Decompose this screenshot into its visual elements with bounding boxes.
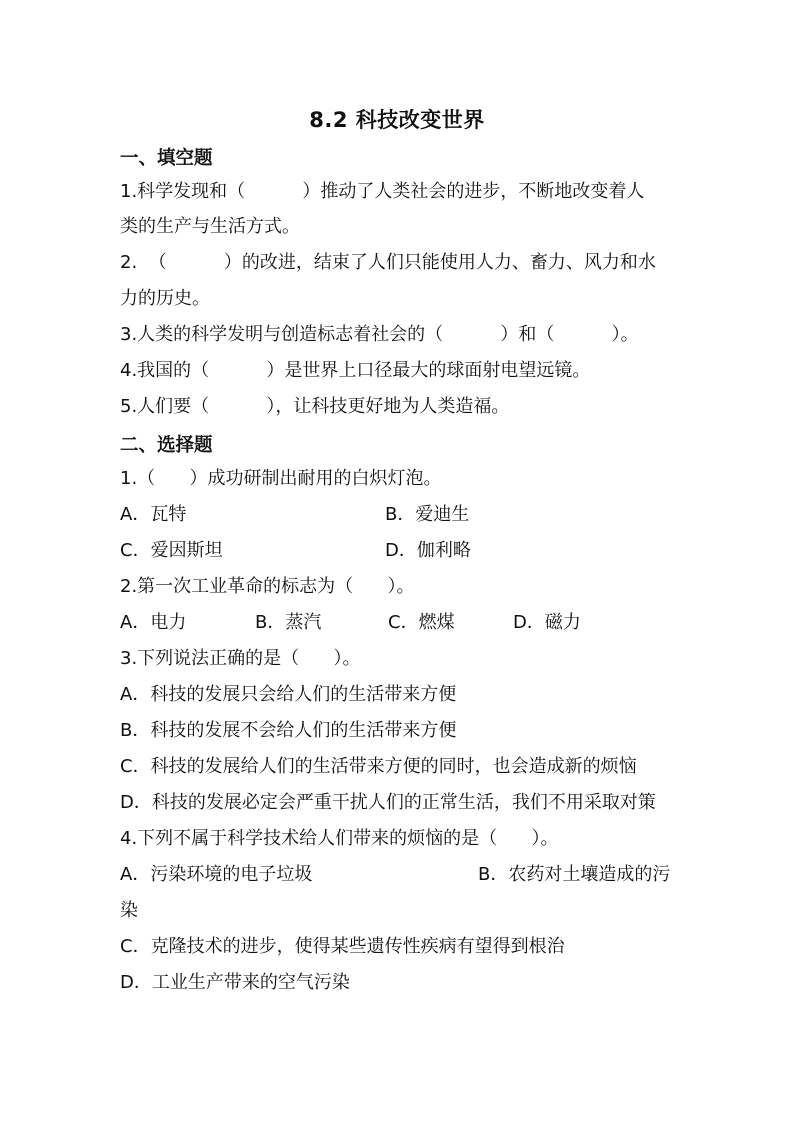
- choice-q3-option-b: B．科技的发展不会给人们的生活带来方便: [120, 720, 457, 741]
- choice-q3-option-a: A．科技的发展只会给人们的生活带来方便: [120, 684, 457, 705]
- fill-q1-line1: 1.科学发现和（ ）推动了人类社会的进步，不断地改变着人: [120, 181, 645, 202]
- fill-q4: 4.我国的（ ）是世界上口径最大的球面射电望远镜。: [120, 360, 591, 381]
- choice-q4-option-b: B．农药对土壤造成的污: [478, 864, 671, 885]
- choice-q2-option-b: B．蒸汽: [255, 612, 322, 633]
- choice-q4-option-d: D．工业生产带来的空气污染: [120, 972, 350, 993]
- choice-q1-option-c: C．爱因斯坦: [120, 540, 223, 561]
- fill-q5: 5.人们要（ ），让科技更好地为人类造福。: [120, 396, 510, 417]
- choice-q2-option-c: C．燃煤: [388, 612, 455, 633]
- choice-q4-option-c: C．克隆技术的进步，使得某些遗传性疾病有望得到根治: [120, 936, 565, 957]
- fill-q3: 3.人类的科学发明与创造标志着社会的（ ）和（ ）。: [120, 324, 639, 345]
- choice-q2-option-a: A．电力: [120, 612, 187, 633]
- section-heading-multiple-choice: 二、选择题: [120, 435, 213, 456]
- choice-q4-option-a: A．污染环境的电子垃圾: [120, 864, 313, 885]
- choice-q3-stem: 3.下列说法正确的是（ ）。: [120, 648, 361, 669]
- choice-q3-option-d: D．科技的发展必定会严重干扰人们的正常生活，我们不用采取对策: [120, 792, 656, 813]
- choice-q2-stem: 2.第一次工业革命的标志为（ ）。: [120, 576, 415, 597]
- choice-q2-option-d: D．磁力: [513, 612, 581, 633]
- choice-q1-stem: 1.（ ）成功研制出耐用的白炽灯泡。: [120, 468, 442, 489]
- page-title: 8.2 科技改变世界: [309, 108, 485, 132]
- fill-q2-line1: 2. （ ）的改进，结束了人们只能使用人力、畜力、风力和水: [120, 252, 656, 273]
- section-heading-fill-in: 一、填空题: [120, 148, 213, 169]
- choice-q4-option-b-continued: 染: [120, 900, 138, 921]
- choice-q4-stem: 4.下列不属于科学技术给人们带来的烦恼的是（ ）。: [120, 828, 559, 849]
- fill-q2-line2: 力的历史。: [120, 288, 210, 309]
- choice-q1-option-a: A．瓦特: [120, 504, 187, 525]
- choice-q1-option-b: B．爱迪生: [385, 504, 470, 525]
- choice-q1-option-d: D．伽利略: [385, 540, 471, 561]
- fill-q1-line2: 类的生产与生活方式。: [120, 216, 300, 237]
- choice-q3-option-c: C．科技的发展给人们的生活带来方便的同时，也会造成新的烦恼: [120, 756, 637, 777]
